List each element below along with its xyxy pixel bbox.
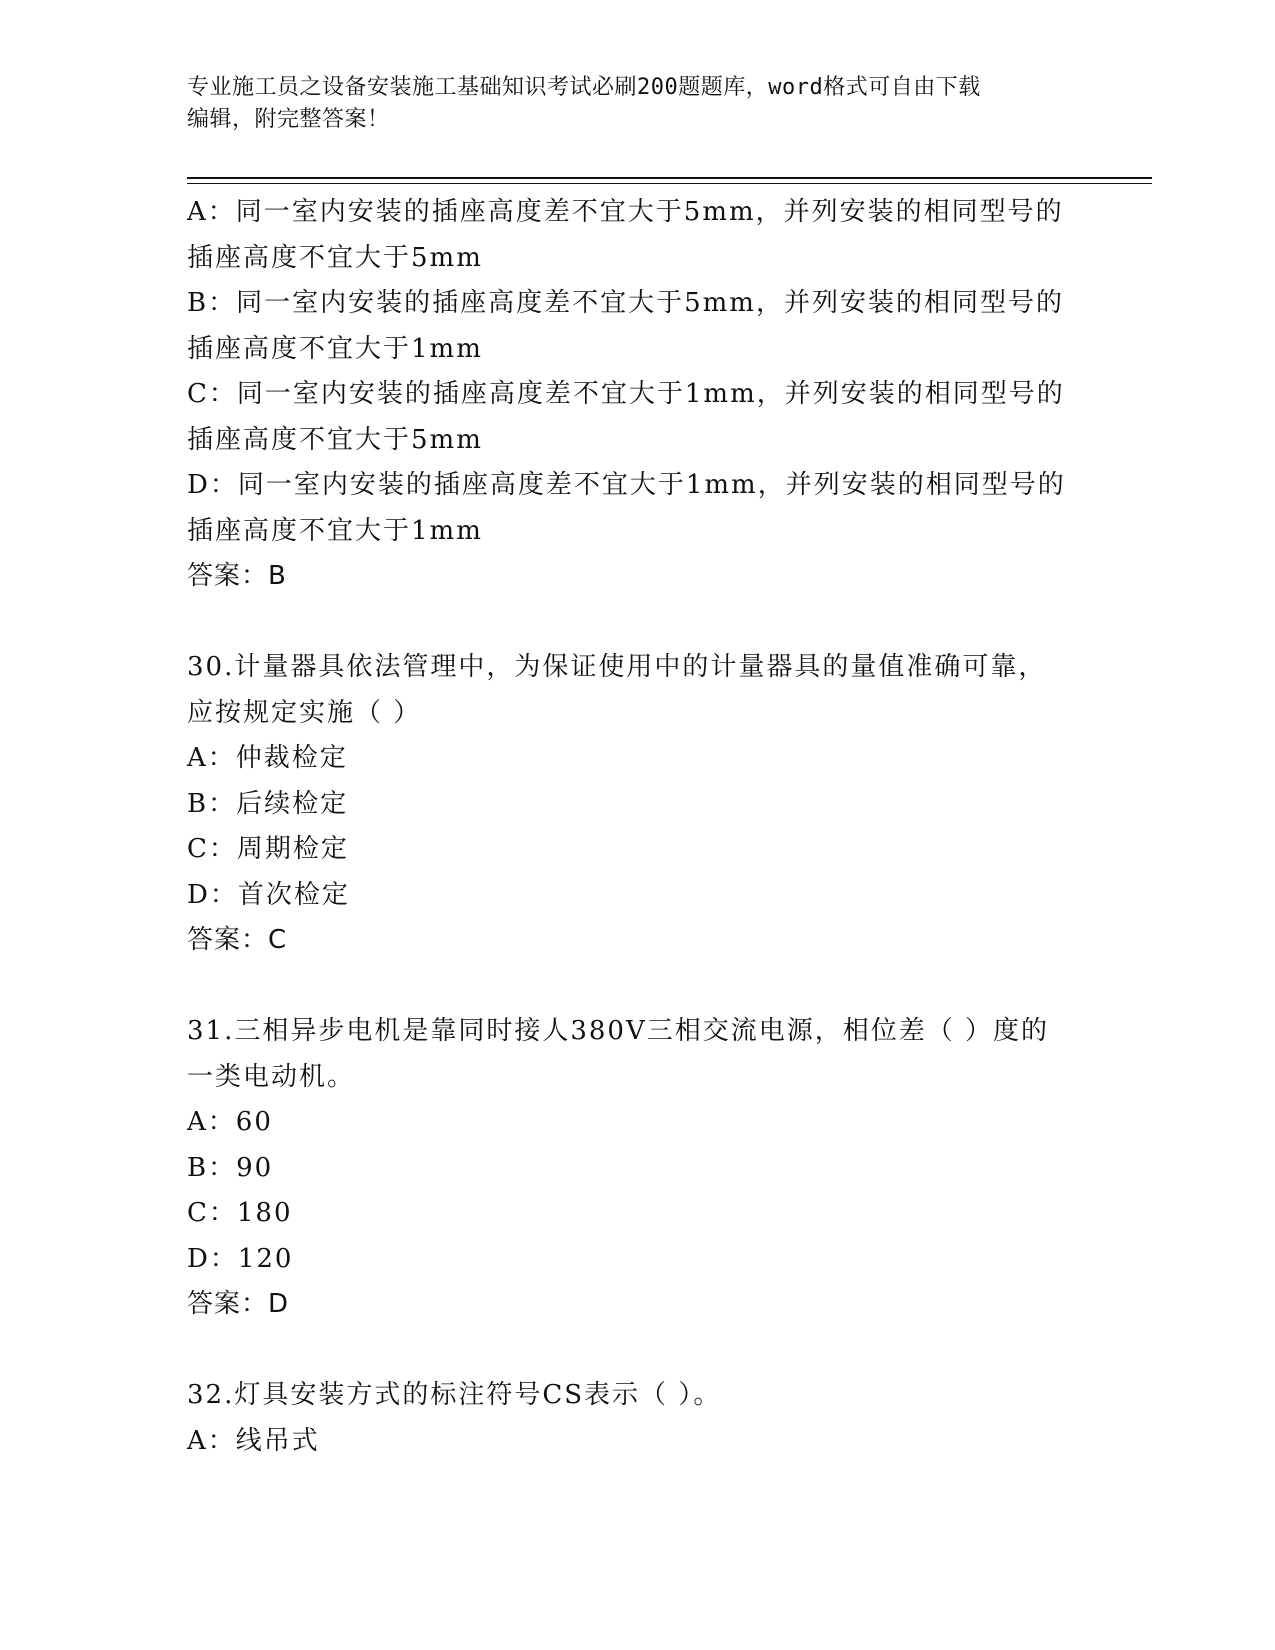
option-c: C：周期检定 bbox=[187, 834, 349, 864]
question-30 bbox=[187, 645, 1087, 964]
option-d-line-2: 插座高度不宜大于1mm bbox=[187, 515, 483, 546]
header-rule-thin bbox=[187, 183, 1152, 184]
option-c-line-2: 插座高度不宜大于5mm bbox=[187, 424, 483, 455]
option-b-line-1: B：同一室内安装的插座高度差不宜大于5mm，并列安装的相同型号的 bbox=[187, 288, 1064, 318]
question-stem-line-2: 应按规定实施（ ） bbox=[187, 697, 422, 728]
option-c: C：180 bbox=[187, 1198, 293, 1228]
question-stem-line-1: 31.三相异步电机是靠同时接人380V三相交流电源，相位差（ ）度的 bbox=[187, 1016, 1050, 1046]
option-b-line-2: 插座高度不宜大于1mm bbox=[187, 333, 483, 364]
question-32 bbox=[187, 1373, 1087, 1464]
question-29-continued bbox=[187, 190, 1087, 600]
option-b: B：后续检定 bbox=[187, 788, 349, 819]
spacer bbox=[187, 600, 1087, 646]
option-d: D：120 bbox=[187, 1243, 294, 1274]
option-d-line-1: D：同一室内安装的插座高度差不宜大于1mm，并列安装的相同型号的 bbox=[187, 470, 1066, 500]
option-a-line-2: 插座高度不宜大于5mm bbox=[187, 242, 483, 273]
header-rule-thick bbox=[187, 177, 1152, 179]
option-a-line-1: A：同一室内安装的插座高度差不宜大于5mm，并列安装的相同型号的 bbox=[187, 197, 1064, 227]
answer-label: 答案：C bbox=[187, 925, 288, 955]
answer-label: 答案：D bbox=[187, 1289, 290, 1319]
spacer bbox=[187, 964, 1087, 1010]
spacer bbox=[187, 1328, 1087, 1374]
question-stem-line-1: 30.计量器具依法管理中，为保证使用中的计量器具的量值准确可靠， bbox=[187, 652, 1047, 682]
question-list bbox=[187, 190, 1087, 1464]
question-stem-line-2: 一类电动机。 bbox=[187, 1061, 356, 1092]
header-line-2: 编辑，附完整答案！ bbox=[187, 107, 390, 132]
option-a: A：线吊式 bbox=[187, 1425, 320, 1456]
question-stem-line-1: 32.灯具安装方式的标注符号CS表示（ ）。 bbox=[187, 1380, 722, 1410]
document-header bbox=[187, 72, 1087, 136]
option-b: B：90 bbox=[187, 1152, 274, 1183]
header-line-1: 专业施工员之设备安装施工基础知识考试必刷200题题库，word格式可自由下载 bbox=[187, 75, 981, 100]
question-31 bbox=[187, 1009, 1087, 1328]
option-a: A：仲裁检定 bbox=[187, 743, 348, 773]
option-d: D：首次检定 bbox=[187, 879, 350, 910]
option-a: A：60 bbox=[187, 1107, 273, 1137]
option-c-line-1: C：同一室内安装的插座高度差不宜大于1mm，并列安装的相同型号的 bbox=[187, 379, 1065, 409]
answer-label: 答案：B bbox=[187, 561, 287, 591]
